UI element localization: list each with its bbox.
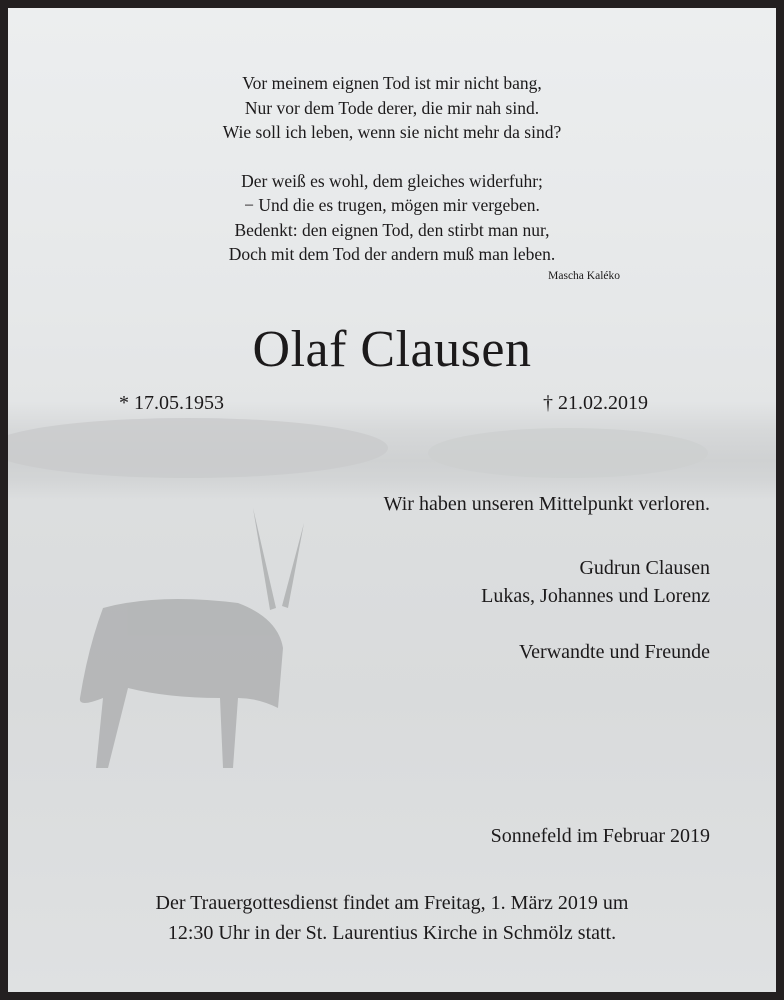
mourner: Lukas, Johannes und Lorenz <box>481 585 710 607</box>
poem-line: Vor meinem eignen Tod ist mir nicht bang, <box>242 73 542 93</box>
service-line: 12:30 Uhr in der St. Laurentius Kirche in Schmölz statt. <box>167 922 617 944</box>
poem-line: Bedenkt: den eignen Tod, den stirbt man nur, <box>234 219 550 240</box>
mourner: Gudrun Clausen <box>579 557 710 579</box>
poem-line: Der weiß es wohl, dem gleiches widerfuhr; <box>241 170 543 191</box>
poem-line: Nur vor dem Tode derer, die mir nah sind. <box>244 97 540 118</box>
obituary-notice <box>8 8 776 992</box>
service-line: Der Trauergottesdienst findet am Freitag, 1. März 2019 um <box>155 892 629 914</box>
place-date: Sonnefeld im Februar 2019 <box>490 825 710 847</box>
message: Wir haben unseren Mittelpunkt verloren. <box>383 493 710 515</box>
death-date: † 21.02.2019 <box>543 392 648 414</box>
poem-line: Doch mit dem Tod der andern muß man leben. <box>228 244 556 264</box>
poem-line: − Und die es trugen, mögen mir vergeben. <box>244 195 540 215</box>
birth-date: * 17.05.1953 <box>119 392 224 414</box>
service-info <box>8 888 776 948</box>
poem-line: Wie soll ich leben, wenn sie nicht mehr da sind? <box>222 122 562 142</box>
poem <box>8 71 776 267</box>
poem-author: Mascha Kaléko <box>548 270 620 282</box>
oryx-silhouette <box>80 508 304 768</box>
mourner: Verwandte und Freunde <box>518 641 710 663</box>
deceased-name: Olaf Clausen <box>252 321 532 378</box>
